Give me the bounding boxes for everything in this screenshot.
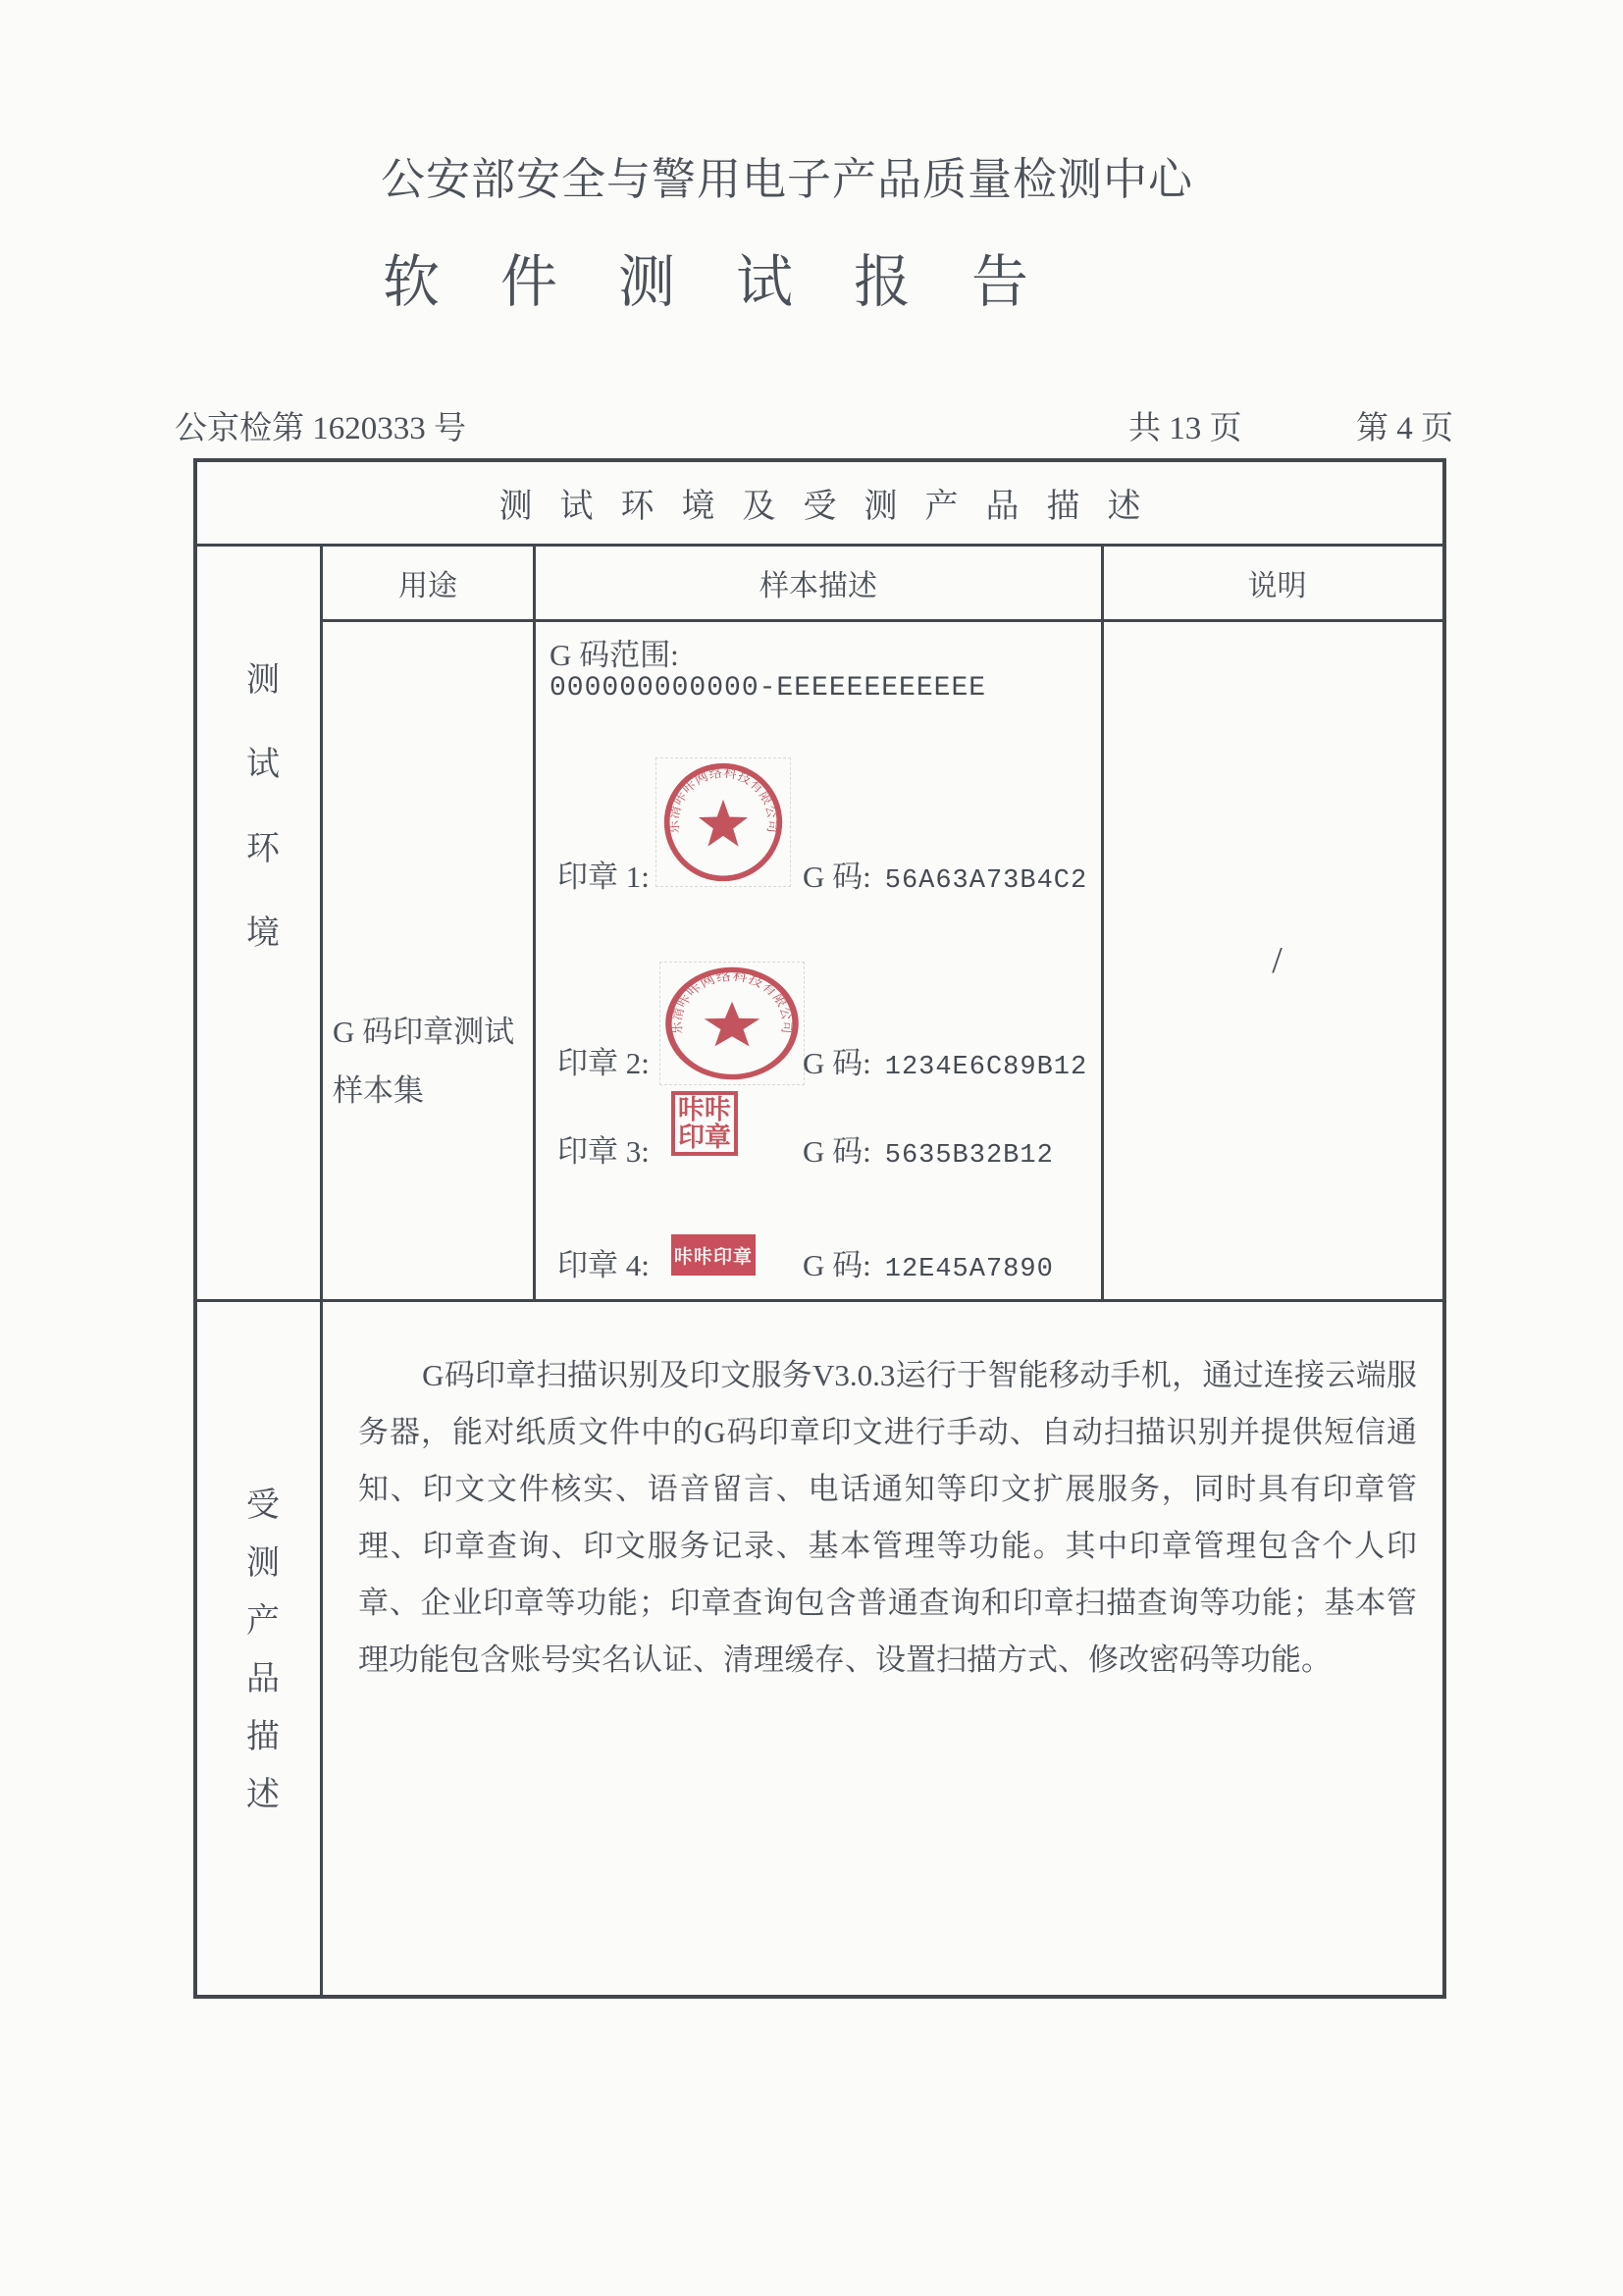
report-table — [193, 458, 1446, 1999]
gcode-label: G 码: — [803, 1134, 871, 1169]
remark-cell: / — [1272, 940, 1283, 981]
org-title: 公安部安全与警用电子产品质量检测中心 — [381, 155, 1194, 204]
seal-4-gcode — [803, 1240, 1054, 1284]
gcode-label: G 码: — [803, 1248, 871, 1282]
gcode-range-label: G 码范围: — [550, 638, 679, 672]
seal-1-label: 印章 1: — [557, 860, 650, 894]
column-header-purpose: 用途 — [398, 570, 457, 602]
pages-total: 共 13 页 — [1128, 411, 1242, 446]
seal-3-label: 印章 3: — [557, 1134, 650, 1169]
gcode-value: 56A63A73B4C2 — [884, 866, 1088, 896]
report-title: 软件测试报告 — [383, 250, 1090, 314]
vertical-label-text: 受测产品描述 — [240, 1487, 278, 1834]
purpose-cell: G 码印章测试样本集 — [333, 1015, 515, 1108]
row-label-test-environment — [197, 622, 320, 1299]
seal-1-company-text: 乐清咔咔网络科技有限公司 — [665, 764, 781, 835]
seal-2-label: 印章 2: — [557, 1046, 650, 1080]
page-number: 第 4 页 — [1356, 411, 1453, 446]
seal-4-rect-stamp: 咔咔印章 — [671, 1234, 756, 1276]
seal-1-gcode — [803, 852, 1087, 896]
sample-description-cell — [536, 622, 1101, 1299]
gcode-value: 5635B32B12 — [884, 1141, 1054, 1171]
gcode-value: 12E45A7890 — [884, 1255, 1054, 1284]
round-seal-icon — [658, 760, 788, 884]
row-label-tested-product-description — [197, 1302, 320, 2003]
table-section-title: 测试环境及受测产品描述 — [498, 489, 1169, 525]
round-seal-icon — [662, 965, 802, 1082]
column-header-remark: 说明 — [1247, 570, 1307, 602]
seal-2-round-stamp — [659, 962, 805, 1085]
seal-1-round-stamp — [655, 757, 791, 887]
gcode-value: 1234E6C89B12 — [884, 1053, 1088, 1082]
doc-number: 公京检第 1620333 号 — [175, 411, 466, 446]
seal-3-gcode — [803, 1126, 1054, 1171]
seal-2-gcode — [803, 1038, 1087, 1082]
product-description-text: G码印章扫描识别及印文服务V3.0.3运行于智能移动手机，通过连接云端服务器，能对纸质文件中的G码印章印文进行手动、自动扫描识别并提供短信通知、印文文件核实、语音留言、电话通知等印文扩展服务，同时具有印章管理、印章查询、印文服务记录、基本管理等功能。其中印章管理包含个人印章、企业印章等功能；印章查询包含普通查询和印章扫描查询等功能；基本管理功能包含账号实名认证、清理缓存、设置扫描方式、修改密码等功能。 — [358, 1358, 1417, 1677]
gcode-label: G 码: — [803, 1046, 871, 1080]
vertical-label-text: 测试环境 — [240, 661, 278, 999]
column-header-sample: 样本描述 — [759, 570, 877, 602]
seal-3-text: 咔咔印章 — [678, 1095, 731, 1153]
seal-2-company-text: 乐清咔咔网络科技有限公司 — [667, 968, 797, 1035]
gcode-label: G 码: — [803, 860, 871, 894]
seal-4-label: 印章 4: — [557, 1248, 650, 1282]
seal-3-square-stamp — [671, 1091, 738, 1156]
gcode-range-value: 000000000000-EEEEEEEEEEEE — [550, 673, 987, 704]
